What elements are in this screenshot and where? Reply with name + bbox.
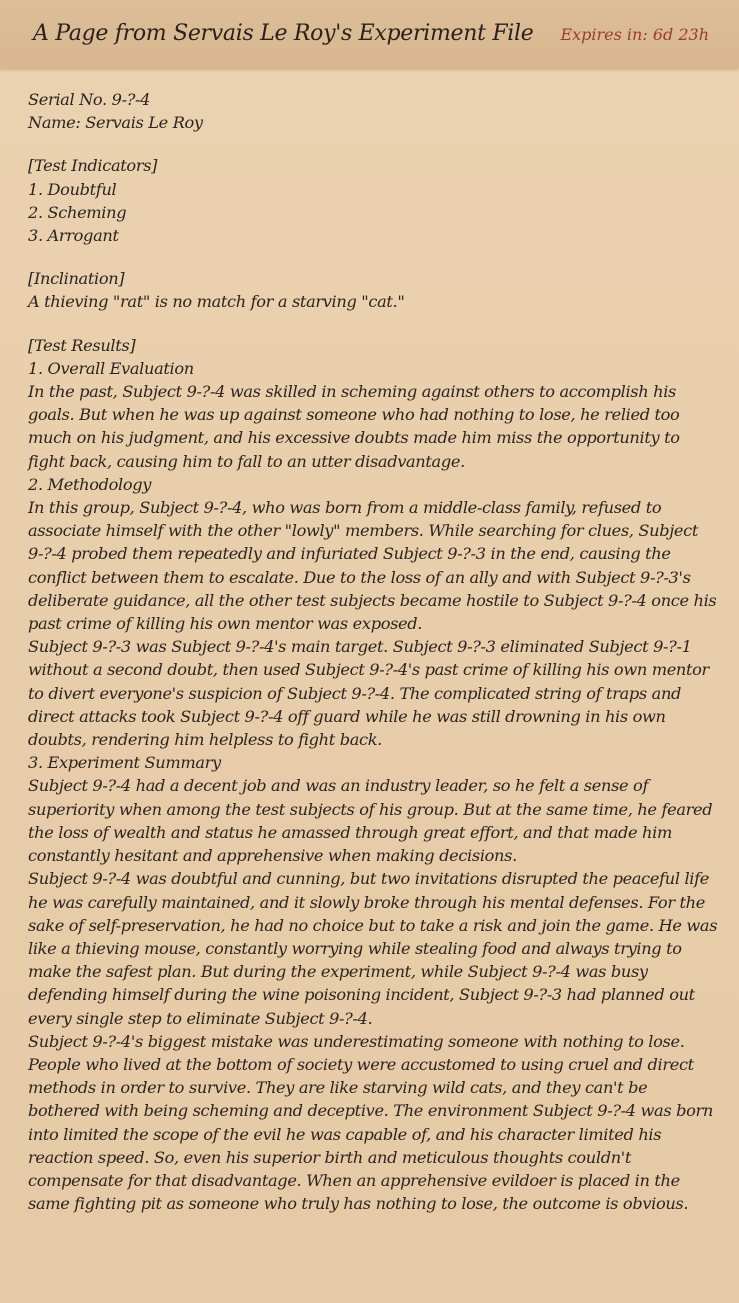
- overall-text: In the past, Subject 9-?-4 was skilled in scheming against others to accomplish his goals. But when he was up against someone who had nothing to lose, he relied too much on his judgment, and his excessive doubts made him miss the opportunity to fight back, causing him to fall to an utter disadvantage.: [28, 382, 680, 471]
- summary-paragraph: Subject 9-?-4's biggest mistake was underestimating someone with nothing to lose. People who lived at the bottom of society were accustomed to using cruel and direct methods in order to survive. They are like starving wild cats, and they can't be bothered with being scheming and deceptive. The environment Subject 9-?-4 was born into limited the scope of the evil he was capable of, and his character limited his reaction speed. So, even his superior birth and meticulous thoughts couldn't compensate for that disadvantage. When an apprehensive evildoer is placed in the same fighting pit as someone who truly has nothing to lose, the outcome is obvious.: [28, 1031, 713, 1214]
- overall-heading: 1. Overall Evaluation: [28, 358, 194, 378]
- expiry-timer: Expires in: 6d 23h: [560, 25, 709, 44]
- inclination-heading: [Inclination]: [28, 269, 125, 289]
- serial-number: Serial No. 9-?-4: [28, 90, 151, 109]
- methodology-heading: 2. Methodology: [28, 474, 152, 494]
- indicators-heading: [Test Indicators]: [28, 156, 158, 176]
- methodology-paragraph: Subject 9-?-3 was Subject 9-?-4's main target. Subject 9-?-3 eliminated Subject 9-?-1 without a second doubt, then used Subject 9-?-4's past crime of killing his own mentor to divert everyone's suspicion of Subject 9-?-4. The complicated string of traps and direct attacks took Subject 9-?-4 off guard while he was still drowning in his own doubts, rendering him helpless to fight back.: [28, 637, 709, 750]
- results-heading: [Test Results]: [28, 335, 136, 355]
- file-content: [28, 88, 718, 1215]
- inclination-text: A thieving "rat" is no match for a starving "cat.": [28, 292, 405, 312]
- summary-paragraph: Subject 9-?-4 was doubtful and cunning, but two invitations disrupted the peaceful life he was carefully maintained, and it slowly broke through his mental defenses. For the sake of self-preservation, he had no choice but to take a risk and join the game. He was like a thieving mouse, constantly worrying while stealing food and always trying to make the safest plan. But during the experiment, while Subject 9-?-4 was busy defending himself during the wine poisoning incident, Subject 9-?-3 had planned out every single step to eliminate Subject 9-?-4.: [28, 869, 718, 1028]
- indicator-item: 2. Scheming: [28, 202, 127, 222]
- page-header: [0, 0, 739, 68]
- methodology-paragraph: In this group, Subject 9-?-4, who was born from a middle-class family, refused to associate himself with the other "lowly" members. While searching for clues, Subject 9-?-4 probed them repeatedly and infuriated Subject 9-?-3 in the end, causing the conflict between them to escalate. Due to the loss of an ally and with Subject 9-?-3's deliberate guidance, all the other test subjects became hostile to Subject 9-?-4 once his past crime of killing his own mentor was exposed.: [28, 498, 717, 634]
- indicator-item: 3. Arrogant: [28, 226, 119, 246]
- summary-heading: 3. Experiment Summary: [28, 753, 221, 773]
- summary-paragraph: Subject 9-?-4 had a decent job and was an industry leader, so he felt a sense of superiority when among the test subjects of his group. But at the same time, he feared the loss of wealth and status he amassed through great effort, and that made him constantly hesitant and apprehensive when making decisions.: [28, 776, 713, 866]
- page-title: A Page from Servais Le Roy's Experiment File: [33, 21, 534, 46]
- indicator-item: 1. Doubtful: [28, 179, 117, 199]
- subject-name: Name: Servais Le Roy: [28, 113, 203, 133]
